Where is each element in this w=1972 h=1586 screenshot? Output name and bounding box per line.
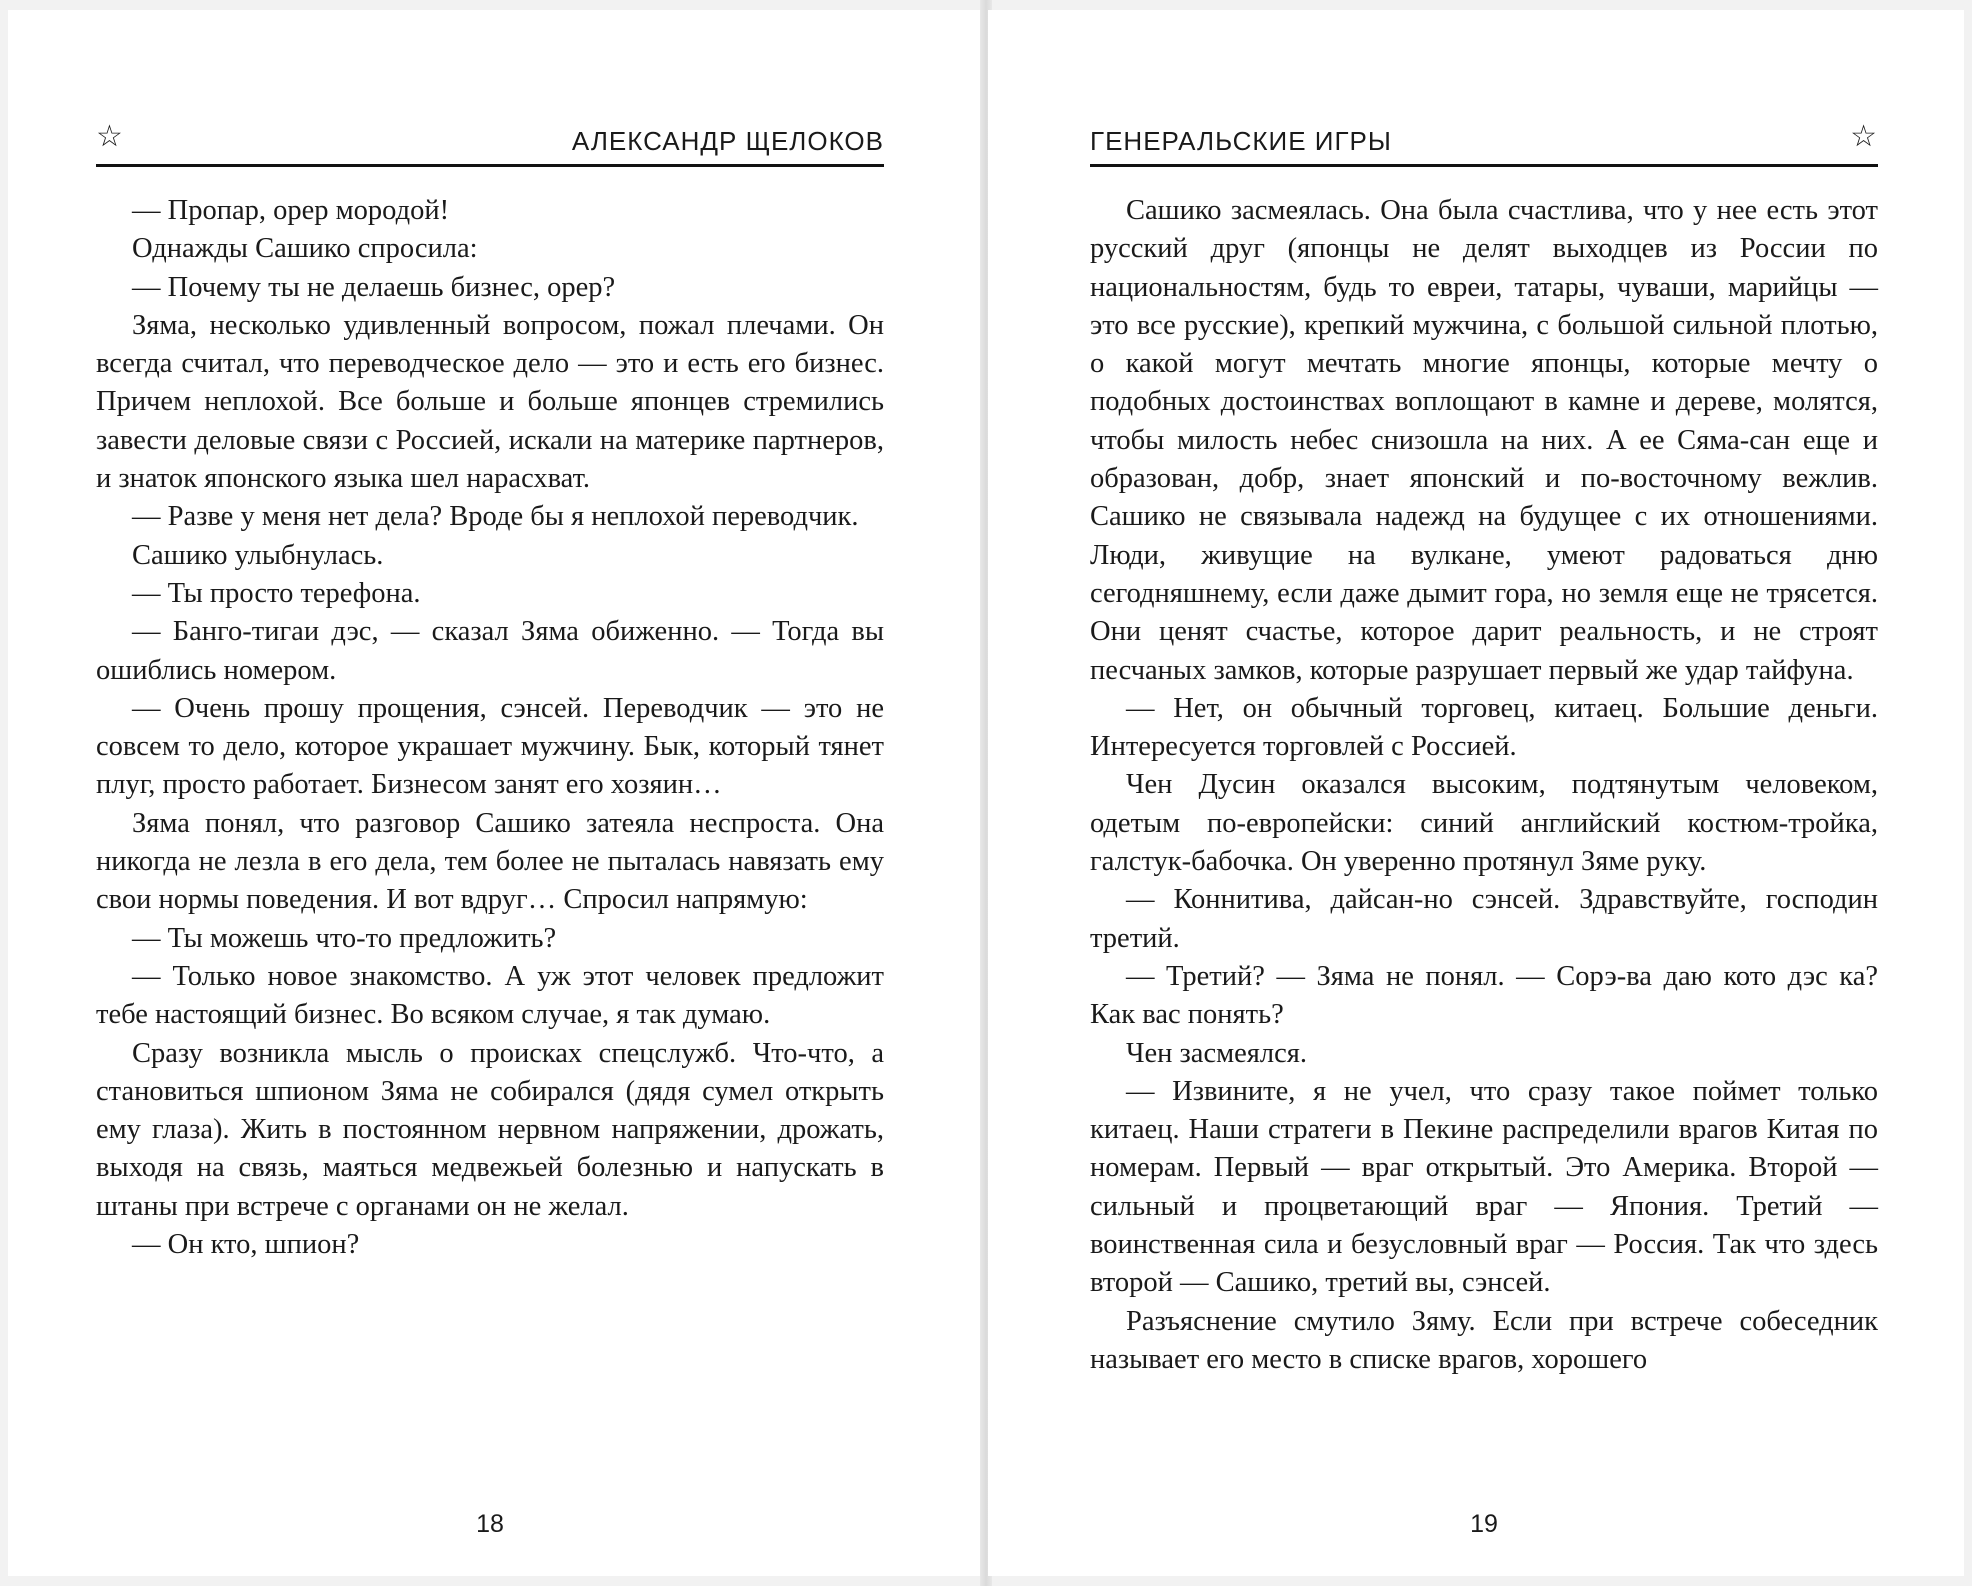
star-icon: ☆ xyxy=(1850,119,1878,154)
left-page xyxy=(8,10,984,1576)
paragraph: — Ты просто терефона. xyxy=(132,577,421,609)
running-header-right xyxy=(1090,118,1878,167)
author-name: АЛЕКСАНДР ЩЕЛОКОВ xyxy=(571,126,884,156)
paragraph: — Почему ты не делаешь бизнес, орер? xyxy=(132,271,616,303)
paragraph: Сашико засмеялась. Она была счастлива, что у нее есть этот русский друг (японцы не делят выходцев из России по национальностям, будь то евреи, татары, чуваши, марийцы — это все русские), крепкий мужчина, с большой сильной плотью, о какой могут мечтать многие японцы, которые мечту о подобных достоинствах воплощают в камне и дереве, молятся, чтобы милость небес снизошла на них. А ее Сяма-сан еще и образован, добр, знает японский и по-восточному вежлив. Сашико не связывала надежд на будущее с их отношениями. Люди, живущие на вулкане, умеют радоваться дню сегодняшнему, если даже дымит гора, но земля еще не трясется. Они ценят счастье, которое дарит реальность, и не строят песчаных замков, которые разрушает первый же удар тайфуна. xyxy=(1090,195,1878,686)
book-title: ГЕНЕРАЛЬСКИЕ ИГРЫ xyxy=(1090,126,1392,156)
page-number-right: 19 xyxy=(1470,1510,1498,1538)
paragraph: Сашико улыбнулась. xyxy=(132,539,384,571)
paragraph: — Только новое знакомство. А уж этот человек предложит тебе настоящий бизнес. Во всяком случае, я так думаю. xyxy=(96,960,884,1031)
right-page-text xyxy=(1090,192,1878,1379)
paragraph: — Извините, я не учел, что сразу такое поймет только китаец. Наши стратеги в Пекине распределили врагов Китая по номерам. Первый — враг открытый. Это Америка. Второй — сильный и процветающий враг — Япония. Третий — воинственная сила и безусловный враг — Россия. Так что здесь второй — Сашико, третий вы, сэнсей. xyxy=(1090,1075,1878,1299)
left-page-text xyxy=(96,192,884,1264)
paragraph: — Разве у меня нет дела? Вроде бы я неплохой переводчик. xyxy=(132,501,859,533)
paragraph: Чен Дусин оказался высоким, подтянутым человеком, одетым по-европейски: синий английский костюм-тройка, галстук-бабочка. Он уверенно протянул Зяме руку. xyxy=(1090,769,1878,878)
right-page xyxy=(988,10,1964,1576)
paragraph: — Третий? — Зяма не понял. — Сорэ-ва даю кото дэс ка? Как вас понять? xyxy=(1090,960,1878,1031)
running-header-left xyxy=(96,118,884,167)
paragraph: — Очень прошу прощения, сэнсей. Переводчик — это не совсем то дело, которое украшает мужчину. Бык, который тянет плуг, просто работает. Бизнесом занят его хозяин… xyxy=(96,692,884,801)
paragraph: — Банго-тигаи дэс, — сказал Зяма обиженно. — Тогда вы ошиблись номером. xyxy=(96,616,884,686)
paragraph: — Пропар, орер мородой! xyxy=(132,195,450,226)
paragraph: — Коннитива, дайсан-но сэнсей. Здравствуйте, господин третий. xyxy=(1090,884,1878,954)
paragraph: Зяма, несколько удивленный вопросом, пожал плечами. Он всегда считал, что переводческое дело — это и есть его бизнес. Причем неплохой. Все больше и больше японцев стремились завести деловые связи с Россией, искали на материке партнеров, и знаток японского языка шел нарасхват. xyxy=(96,309,884,495)
paragraph: — Он кто, шпион? xyxy=(132,1229,360,1261)
paragraph: — Нет, он обычный торговец, китаец. Большие деньги. Интересуется торговлей с Россией. xyxy=(1090,692,1878,763)
star-icon: ☆ xyxy=(96,119,124,154)
paragraph: — Ты можешь что-то предложить? xyxy=(132,922,557,954)
paragraph: Однажды Сашико спросила: xyxy=(132,233,478,265)
page-number-left: 18 xyxy=(476,1510,504,1538)
paragraph: Чен засмеялся. xyxy=(1126,1037,1308,1069)
paragraph: Разъяснение смутило Зяму. Если при встрече собеседник называет его место в списке врагов, хорошего xyxy=(1090,1305,1878,1375)
paragraph: Сразу возникла мысль о происках спецслужб. Что-что, а становиться шпионом Зяма не собирался (дядя сумел открыть ему глаза). Жить в постоянном нервном напряжении, дрожать, выходя на связь, маяться медвежьей болезнью и напускать в штаны при встрече с органами он не желал. xyxy=(96,1037,884,1222)
paragraph: Зяма понял, что разговор Сашико затеяла неспроста. Она никогда не лезла в его дела, тем более не пыталась навязать ему свои нормы поведения. И вот вдруг… Спросил напрямую: xyxy=(96,807,884,916)
